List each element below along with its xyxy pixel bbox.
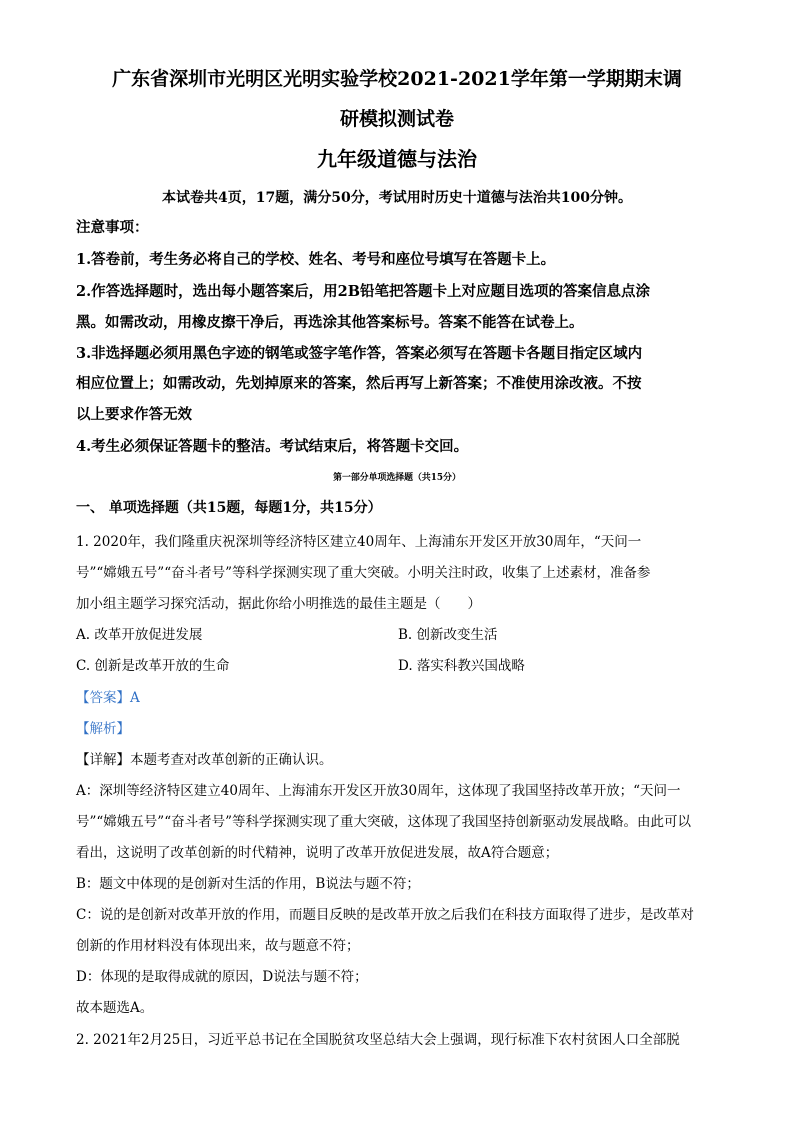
option-d: D. 落实科教兴国战略 [398,658,525,674]
question-stem-line: 2. 2021年2月25日，习近平总书记在全国脱贫攻坚总结大会上强调，现行标准下农村贫困人口全部脱 [76,1032,680,1048]
note-line: 3.非选择题必须用黑色字迹的钢笔或签字笔作答，答案必须写在答题卡各题目指定区域内 [76,345,643,362]
analysis-line: B：题文中体现的是创新对生活的作用，B说法与题不符； [76,876,420,892]
exam-title-line1: 广东省深圳市光明区光明实验学校2021-2021学年第一学期期末调 [112,68,682,90]
note-line: 相应位置上；如需改动，先划掉原来的答案，然后再写上新答案；不准使用涂改液。不按 [76,375,642,392]
exam-title-line2: 研模拟测试卷 [339,108,454,130]
option-c: C. 创新是改革开放的生命 [76,658,230,674]
part-heading: 第一部分单项选择题（共15分） [333,473,461,483]
analysis-line: D：体现的是取得成就的原因，D说法与题不符； [76,969,368,985]
analysis-line: 号”“嫦娥五号”“奋斗者号”等科学探测实现了重大突破，这体现了我国坚持创新驱动发展战略。由此可以 [76,814,692,830]
analysis-label: 【解析】 [76,721,130,737]
section-heading: 一、 单项选择题（共15题，每题1分，共15分） [76,500,382,516]
answer-label: 【答案】A [76,690,140,706]
note-line: 黑。如需改动，用橡皮擦干净后，再选涂其他答案标号。答案不能答在试卷上。 [76,314,584,331]
analysis-line: 创新的作用材料没有体现出来，故与题意不符； [76,938,360,954]
analysis-line: 故本题选A。 [76,1000,154,1016]
analysis-line: C：说的是创新对改革开放的作用，而题目反映的是改革开放之后我们在科技方面取得了进步，是改革对 [76,907,694,923]
analysis-line: A：深圳等经济特区建立40周年、上海浦东开发区开放30周年，这体现了我国坚持改革开放；“天问一 [76,783,681,799]
note-line: 1.答卷前，考生务必将自己的学校、姓名、考号和座位号填写在答题卡上。 [76,251,556,268]
analysis-line: 看出，这说明了改革创新的时代精神，说明了改革开放促进发展，故A符合题意； [76,845,559,861]
question-stem-line: 1. 2020年，我们隆重庆祝深圳等经济特区建立40周年、上海浦东开发区开放30周年，“天问一 [76,534,642,550]
exam-summary: 本试卷共4页，17题，满分50分，考试用时历史十道德与法治共100分钟。 [162,190,632,206]
note-line: 4.考生必须保证答题卡的整洁。考试结束后，将答题卡交回。 [76,438,469,455]
question-stem-line: 号”“嫦娥五号”“奋斗者号”等科学探测实现了重大突破。小明关注时政，收集了上述素材，准备参 [76,565,651,581]
notes-heading: 注意事项： [76,219,149,236]
note-line: 以上要求作答无效 [76,406,192,423]
exam-subject: 九年级道德与法治 [317,147,477,171]
analysis-line: 【详解】本题考查对改革创新的正确认识。 [76,752,333,768]
option-b: B. 创新改变生活 [398,627,498,643]
note-line: 2.作答选择题时，选出每小题答案后，用2B铅笔把答题卡上对应题目选项的答案信息点涂 [76,283,650,300]
option-a: A. 改革开放促进发展 [76,627,203,643]
question-stem-line: 加小组主题学习探究活动，据此你给小明推选的最佳主题是（ ） [76,596,481,612]
